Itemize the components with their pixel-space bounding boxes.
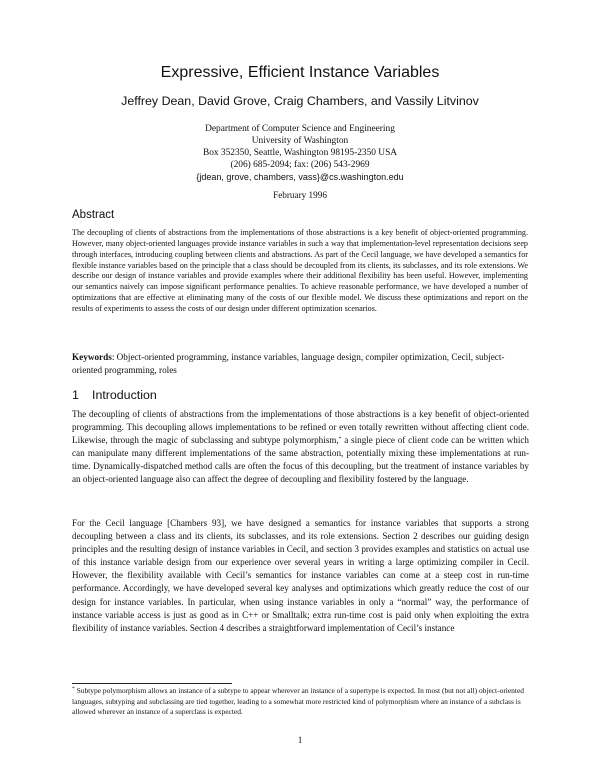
paper-title: Expressive, Efficient Instance Variables (160, 64, 440, 81)
author-list: Jeffrey Dean, David Grove, Craig Chambers, and Vassily Litvinov (121, 94, 479, 108)
keywords (72, 351, 528, 377)
footnote-marker: * (338, 436, 342, 443)
affiliation-address: Box 352350, Seattle, Washington 98195-2350 USA (202, 148, 398, 158)
intro-paragraph-1 (72, 408, 529, 487)
keywords-label: Keywords (72, 352, 112, 362)
page-number: 1 (297, 735, 303, 745)
intro-paragraph-2: For the Cecil language [Chambers 93], we have designed a semantics for instance variables that supports a strong decoupling between a class and its clients, its subclasses, and its role extensions. Section 2 describes our guiding design principles and the resulting design of instance variables in Cecil, and section 3 provides examples and statistics on actual use of this instance variable design from our experience over several years in writing a large optimizing compiler in Cecil. However, the flexibility available with Cecil’s semantics for instance variables can come at a steep cost in run-time performance. Accordingly, we have developed several key analyses and optimizations which greatly reduce the cost of our design for instance variables. In particular, when using instance variables in only a “normal” way, the performance of instance variable access is just as good as in C++ or Smalltalk; extra run-time cost is paid only when exploiting the extra flexibility of instance variables. Section 4 describes a straightforward implementation of Cecil’s instance (72, 518, 529, 633)
keywords-text: : Object-oriented programming, instance variables, language design, compiler optimization, Cecil, subject-oriented programming, roles (72, 352, 505, 375)
intro-paragraph-1-start: The decoupling of clients of abstractions from the implementations of those abstractions is a key benefit of object-oriented programming. This decoupling allows implementations to be refined or even totally rewritten without affecting client code. Likewise, through the magic of subclassing and subtype polymorphism, (72, 409, 529, 446)
footnote-text: Subtype polymorphism allows an instance of a subtype to appear wherever an instance of a supertype is expected. In most (but not all) object-oriented languages, subtyping and subclassing are tied together, leading to a somewhat more restricted kind of polymorphism where an instance of a subclass is allowed wherever an instance of a superclass is expected. (72, 686, 524, 717)
abstract-heading: Abstract (72, 209, 115, 221)
affiliation-email: {jdean, grove, chambers, vass}@cs.washington.edu (196, 172, 404, 182)
affiliation-department: Department of Computer Science and Engineering (205, 124, 395, 134)
section-number: 1 (72, 388, 79, 402)
affiliation-phone: (206) 685-2094; fax: (206) 543-2969 (230, 160, 370, 170)
abstract-body: The decoupling of clients of abstractions from the implementations of those abstractions is a key benefit of object-oriented programming. However, many object-oriented languages provide instance variables in such a way that implementation-level representation decisions seep through interfaces, introducing coupling between clients and abstractions. As part of the Cecil language, we have developed a semantics for flexible instance variables based on the principle that a class should be decoupled from its clients, its subclasses, and its role extensions. We describe our design of instance variables and provide examples where their additional flexibility has been useful. However, implementing our semantics naively can impose significant performance penalties. To achieve reasonable performance, we have developed a number of optimizations that are effective at eliminating many of the costs of our flexible model. We discuss these optimizations and report on the results of experiments to assess the costs of our design under different optimization scenarios. (72, 228, 528, 313)
footnote (72, 686, 528, 718)
intro-paragraph-1-end: a single piece of client code can be written which can manipulate many different implementations of the same abstraction, potentially mixing these implementations at run-time. Dynamically-dispatched method calls are often the focus of this decoupling, but the treatment of instance variables by an object-oriented language also can affect the degree of decoupling and flexibility fostered by the language. (72, 435, 529, 485)
footnote-divider (72, 683, 232, 684)
publication-date: February 1996 (273, 190, 327, 200)
affiliation-university: University of Washington (251, 136, 349, 146)
section-title: Introduction (92, 388, 157, 402)
section-heading-introduction (72, 388, 157, 402)
footnote-mark: * (72, 686, 75, 692)
